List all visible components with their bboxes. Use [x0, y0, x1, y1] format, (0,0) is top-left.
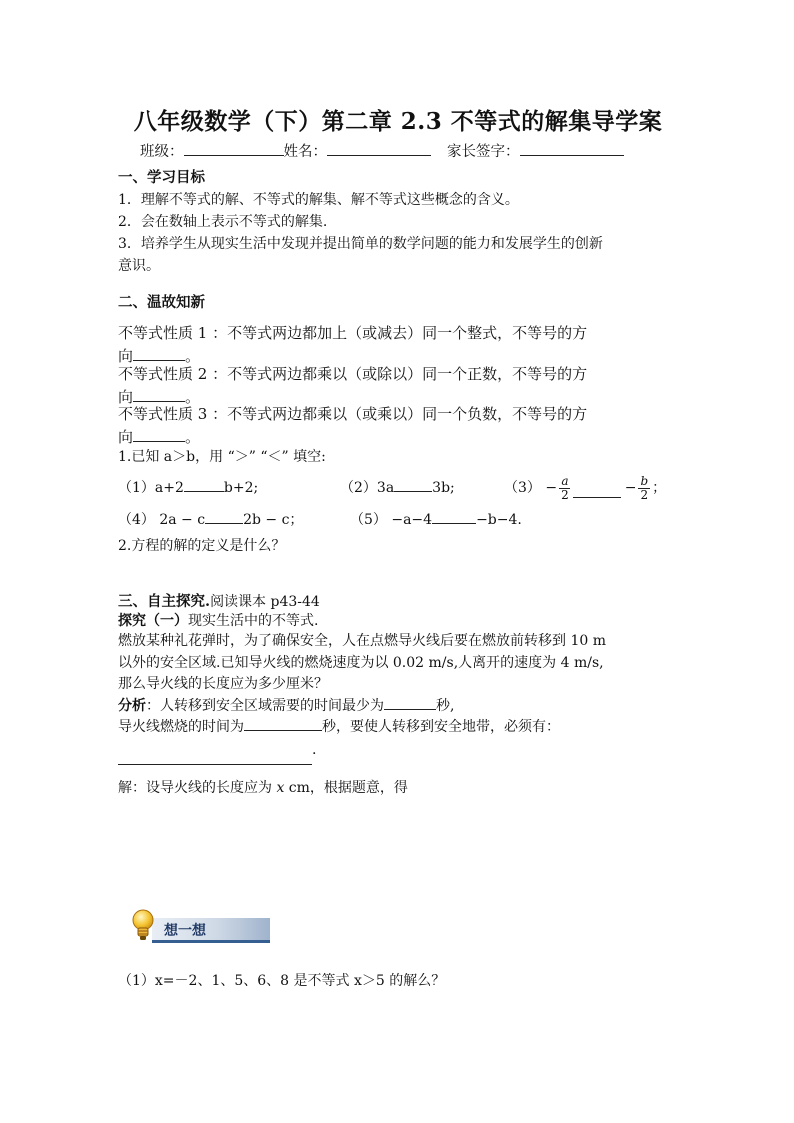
- class-blank: [184, 141, 284, 156]
- lightbulb-icon: [130, 908, 156, 944]
- name-blank: [327, 141, 431, 156]
- problem-line: 那么导火线的长度应为多少厘米？: [118, 676, 328, 692]
- section-heading-goals: 一、学习目标: [118, 169, 205, 186]
- name-label: 姓名：: [283, 144, 327, 160]
- exercise-2: （2）3a 3b;: [340, 480, 455, 496]
- page-title: 八年级数学（下）第二章 2.3 不等式的解集导学案: [133, 108, 663, 135]
- property-1-direction: 向 。: [118, 347, 201, 365]
- think-banner: [130, 908, 262, 944]
- answer-blank: [133, 348, 185, 361]
- student-info-line: [140, 140, 624, 161]
- answer-blank: [133, 389, 185, 402]
- problem-line: 以外的安全区域.已知导火线的燃烧速度为以 0.02 m/s,人离开的速度为 4 m/s,: [118, 655, 604, 671]
- analysis-line: 导火线燃烧的时间为 秒，要使人转移到安全地带，必须有：: [118, 719, 560, 735]
- answer-blank: [573, 485, 621, 498]
- question-1: 1.已知 a＞b，用 “＞” “＜” 填空:: [118, 449, 326, 465]
- answer-blank: [205, 511, 243, 524]
- exercise-3: （3） − $\frac{a}{2}$ − $\frac{b}{2}$ ；: [504, 473, 667, 502]
- goal-item: 2．会在数轴上表示不等式的解集.: [118, 214, 328, 230]
- answer-blank: [384, 697, 436, 710]
- answer-blank: [133, 429, 185, 442]
- class-label: 班级：: [140, 144, 184, 160]
- goal-item: 意识。: [118, 258, 160, 274]
- fraction-b-over-2: $\frac{b}{2}$: [640, 473, 649, 502]
- property-3-direction: 向 。: [118, 428, 201, 446]
- solution-line: 解：设导火线的长度应为 x cm，根据题意，得: [118, 780, 408, 796]
- answer-blank: [244, 718, 322, 731]
- property-3-text: 不等式性质 3 ：不等式两边都乘以（或乘以）同一个负数，不等号的方: [118, 405, 588, 423]
- fraction-a-over-2: $\frac{a}{2}$: [561, 473, 569, 502]
- question-2: 2.方程的解的定义是什么？: [118, 538, 286, 554]
- problem-line: 燃放某种礼花弹时，为了确保安全，人在点燃导火线后要在燃放前转移到 10 m: [118, 633, 606, 649]
- goal-item: 1．理解不等式的解、不等式的解集、解不等式这些概念的含义。: [118, 192, 519, 208]
- exercise-5: （5） −a−4 −b−4.: [350, 512, 522, 528]
- property-2-text: 不等式性质 2 ：不等式两边都乘以（或除以）同一个正数，不等号的方: [118, 365, 588, 383]
- think-question-1: （1）x=－2、1、5、6、8 是不等式 x＞5 的解么？: [118, 973, 446, 989]
- inequality-answer-line: .: [118, 740, 318, 768]
- goal-item: 3．培养学生从现实生活中发现并提出简单的数学问题的能力和发展学生的创新: [118, 236, 603, 252]
- banner-title: 想一想: [164, 923, 206, 939]
- answer-blank: [394, 479, 432, 492]
- parent-sign-label: 家长签字：: [447, 144, 520, 160]
- exercise-4: （4） 2a − c 2b − c；: [118, 512, 304, 528]
- section-heading-explore: 三、自主探究.阅读课本 p43-44: [118, 593, 320, 610]
- section-heading-review: 二、温故知新: [118, 294, 205, 311]
- exercise-1: （1）a+2 b+2;: [118, 480, 259, 496]
- answer-blank: [118, 752, 312, 765]
- explore-1-heading: 探究（一）现实生活中的不等式.: [118, 613, 319, 629]
- property-1-text: 不等式性质 1 ：不等式两边都加上（或减去）同一个整式，不等号的方: [118, 324, 588, 342]
- property-2-direction: 向 。: [118, 388, 201, 406]
- answer-blank: [432, 511, 476, 524]
- parent-sign-blank: [520, 141, 624, 156]
- answer-blank: [184, 479, 224, 492]
- analysis-line: 分析：人转移到安全区域需要的时间最少为 秒,: [118, 698, 455, 714]
